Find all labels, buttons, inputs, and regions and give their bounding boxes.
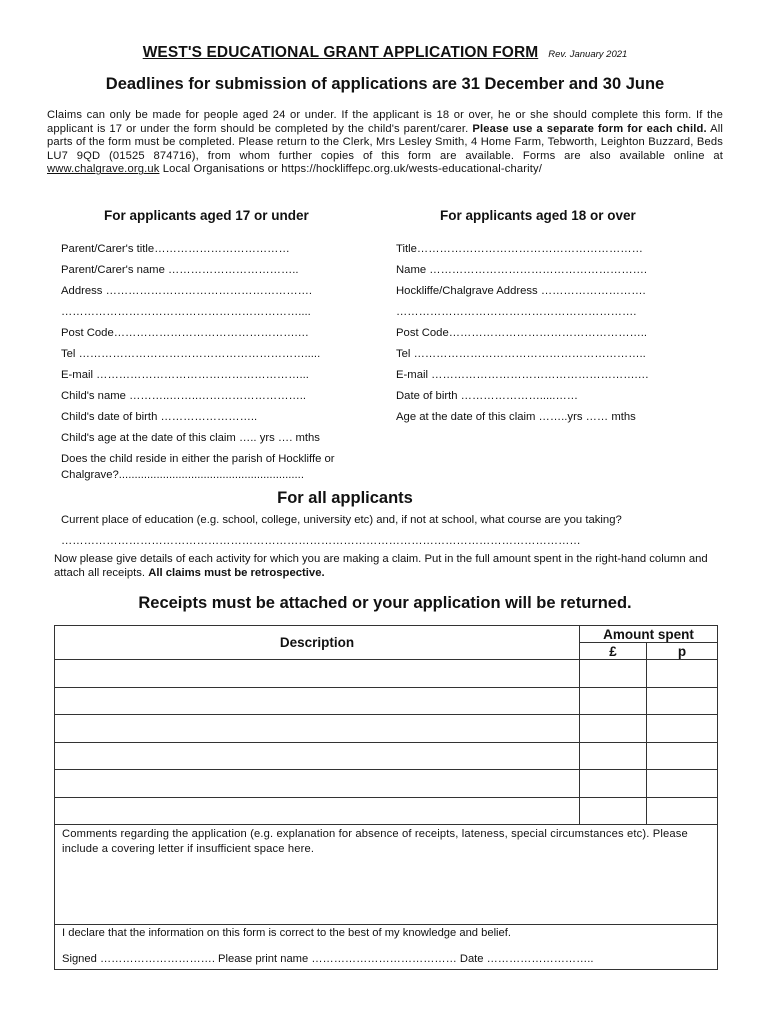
pounds-header: £ bbox=[580, 643, 647, 660]
description-cell[interactable] bbox=[55, 797, 580, 825]
pence-cell[interactable] bbox=[647, 715, 718, 743]
description-cell[interactable] bbox=[55, 715, 580, 743]
table-row bbox=[55, 770, 718, 798]
email-field[interactable]: E-mail ………………………………………………... bbox=[61, 369, 309, 381]
pence-cell[interactable] bbox=[647, 742, 718, 770]
table-row bbox=[55, 660, 718, 688]
parent-name-field[interactable]: Parent/Carer's name …………………………….. bbox=[61, 264, 299, 276]
pounds-cell[interactable] bbox=[580, 687, 647, 715]
pounds-cell[interactable] bbox=[580, 742, 647, 770]
pounds-cell[interactable] bbox=[580, 660, 647, 688]
declaration-box bbox=[55, 925, 718, 970]
intro-text-1: Claims can only be made for people aged 24 or under. If the applicant is 18 or over, he or she should complete this form. If the applicant is 17 or under the form should be completed by the child's parent/carer. bbox=[47, 109, 723, 135]
form-title-row bbox=[0, 44, 770, 62]
parent-title-field[interactable]: Parent/Carer's title……………………………… bbox=[61, 243, 290, 255]
age-field[interactable]: Age at the date of this claim ……..yrs …… mths bbox=[396, 411, 636, 423]
child-dob-field[interactable]: Child's date of birth …………………….. bbox=[61, 411, 258, 423]
declaration-text: I declare that the information on this form is correct to the best of my knowledge and belief. bbox=[62, 927, 511, 939]
activity-instructions bbox=[54, 552, 714, 580]
name-field[interactable]: Name …………………………………………………. bbox=[396, 264, 648, 276]
pence-header: p bbox=[647, 643, 718, 660]
address-field[interactable]: Address ………………………………………………. bbox=[61, 285, 313, 297]
tel-field[interactable]: Tel ……………………………………………………..... bbox=[61, 348, 321, 360]
pounds-cell[interactable] bbox=[580, 770, 647, 798]
child-age-field[interactable]: Child's age at the date of this claim ….. yrs …. mths bbox=[61, 432, 320, 444]
under17-heading: For applicants aged 17 or under bbox=[104, 208, 309, 223]
pence-cell[interactable] bbox=[647, 770, 718, 798]
description-cell[interactable] bbox=[55, 687, 580, 715]
signature-line[interactable]: Signed …………………………. Please print name ………………………………… Date ……………………….. bbox=[62, 953, 594, 965]
title-field[interactable]: Title…………………………………………………… bbox=[396, 243, 643, 255]
all-applicants-heading: For all applicants bbox=[277, 489, 413, 507]
description-cell[interactable] bbox=[55, 660, 580, 688]
comments-label: Comments regarding the application (e.g. explanation for absence of receipts, lateness, special circumstances etc). Please include a covering letter if insufficient space here. bbox=[62, 828, 688, 855]
postcode-field[interactable]: Post Code………………………………………….… bbox=[61, 327, 309, 339]
description-header: Description bbox=[55, 626, 580, 660]
receipts-warning: Receipts must be attached or your application will be returned. bbox=[138, 594, 632, 612]
education-answer-line[interactable]: ………………………………………………………………………………………………………………………… bbox=[61, 535, 581, 547]
pounds-cell[interactable] bbox=[580, 797, 647, 825]
address-line-2-field[interactable]: ………………………………………………………. bbox=[396, 306, 637, 318]
tel-field[interactable]: Tel …………………………………………………….. bbox=[396, 348, 646, 360]
intro-text-3: Local Organisations or https://hockliffepc.org.uk/wests-educational-charity/ bbox=[159, 163, 543, 176]
intro-paragraph bbox=[47, 109, 723, 177]
pence-cell[interactable] bbox=[647, 687, 718, 715]
table-row bbox=[55, 742, 718, 770]
activity-text: Now please give details of each activity for which you are making a claim. Put in the full amount spent in the right-hand column and attach all receipts. bbox=[54, 553, 708, 579]
table-row bbox=[55, 687, 718, 715]
deadlines-heading: Deadlines for submission of applications are 31 December and 30 June bbox=[105, 75, 665, 93]
chalgrave-link[interactable]: www.chalgrave.org.uk bbox=[47, 163, 160, 176]
intro-bold-note: Please use a separate form for each child. bbox=[472, 122, 707, 135]
postcode-field[interactable]: Post Code…………………………………………….. bbox=[396, 327, 648, 339]
education-question: Current place of education (e.g. school, college, university etc) and, if not at school, what course are you taking? bbox=[61, 514, 622, 526]
retrospective-note: All claims must be retrospective. bbox=[148, 567, 325, 579]
form-title: WEST'S EDUCATIONAL GRANT APPLICATION FORM bbox=[142, 44, 539, 61]
pence-cell[interactable] bbox=[647, 660, 718, 688]
amount-spent-header: Amount spent bbox=[580, 626, 718, 643]
table-row bbox=[55, 715, 718, 743]
address-line-2-field[interactable]: ……………………………………………………….... bbox=[61, 306, 311, 318]
over18-heading: For applicants aged 18 or over bbox=[440, 208, 636, 223]
revision-date: Rev. January 2021 bbox=[548, 49, 628, 60]
child-name-field[interactable]: Child's name ………..……..……………………….. bbox=[61, 390, 307, 402]
comments-box[interactable] bbox=[55, 825, 718, 925]
hockliffe-address-field[interactable]: Hockliffe/Chalgrave Address ………………………. bbox=[396, 285, 646, 297]
pence-cell[interactable] bbox=[647, 797, 718, 825]
claims-table bbox=[54, 625, 718, 970]
description-cell[interactable] bbox=[55, 742, 580, 770]
description-cell[interactable] bbox=[55, 770, 580, 798]
table-row bbox=[55, 797, 718, 825]
dob-field[interactable]: Date of birth ………………….....…… bbox=[396, 390, 579, 402]
intro-text-2: All parts of the form must be completed. Please return to the Clerk, Mrs Lesley Smith, 4 Home Farm, Tebworth, Leighton Buzzard, Beds LU7 9QD (01525 874716), from whom further copies of this form are available. Forms are also available online at bbox=[47, 122, 723, 162]
pounds-cell[interactable] bbox=[580, 715, 647, 743]
parish-residence-field[interactable]: Does the child reside in either the parish of Hockliffe or Chalgrave?........................................................... bbox=[61, 453, 335, 481]
email-field[interactable]: E-mail ……………………………………………….… bbox=[396, 369, 649, 381]
